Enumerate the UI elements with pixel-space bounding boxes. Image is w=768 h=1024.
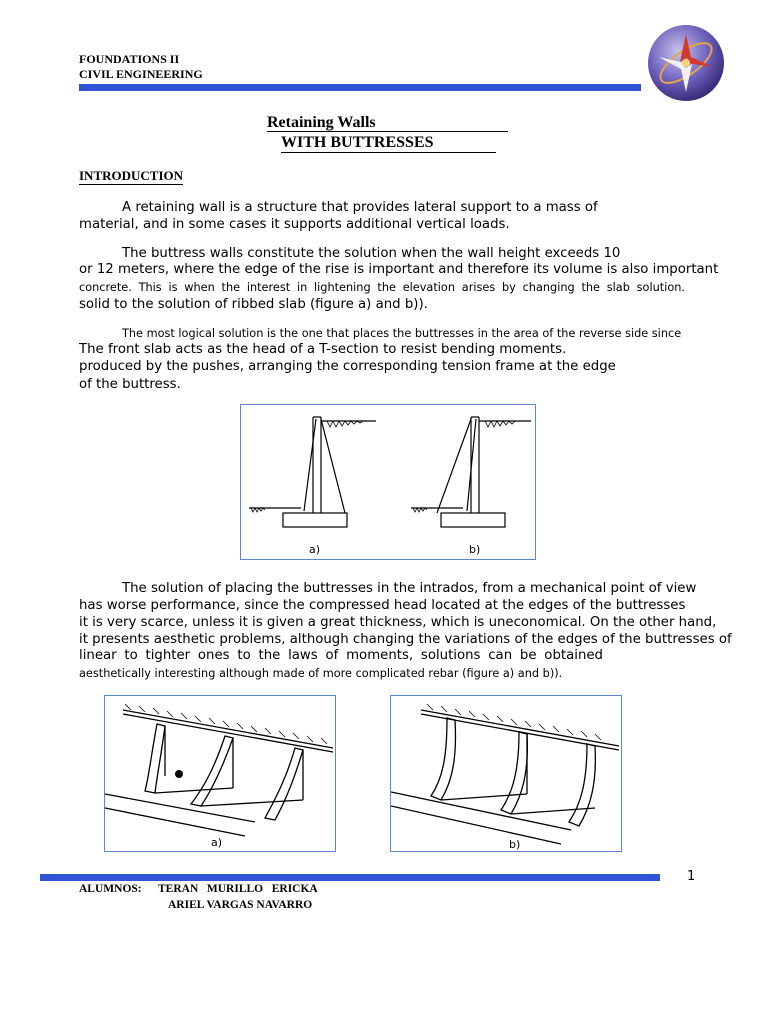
p2-line-3: concrete. This is when the interest in lightening the elevation arises by changing the slab solution. (79, 281, 685, 294)
figure2-label-b: b) (509, 838, 521, 851)
figure-buttress-perspective-b (390, 695, 622, 852)
student-name-2: ARIEL VARGAS NAVARRO (168, 899, 313, 911)
p4-line-1: The solution of placing the buttresses in the intrados, from a mechanical point of view (122, 581, 697, 596)
department-name: CIVIL ENGINEERING (79, 67, 203, 81)
wall-section-b (411, 417, 531, 527)
header-rule (79, 84, 641, 91)
wall-section-a (249, 417, 376, 527)
title-underline-2 (281, 152, 496, 153)
figure-wall-sections (240, 404, 536, 560)
p2-line-4: solid to the solution of ribbed slab (figure a) and b)). (79, 297, 428, 312)
p4-line-5: linear to tighter ones to the laws of moments, solutions can be obtained (79, 648, 603, 663)
figure1-label-a: a) (309, 543, 321, 556)
p2-line-1: The buttress walls constitute the solution when the wall height exceeds 10 (122, 246, 621, 261)
p4-line-2: has worse performance, since the compressed head located at the edges of the buttresses (79, 598, 686, 613)
p3-line-3: produced by the pushes, arranging the corresponding tension frame at the edge (79, 359, 616, 374)
p3-line-4: of the buttress. (79, 377, 181, 392)
p1-line-2: material, and in some cases it supports additional vertical loads. (79, 217, 510, 232)
figure2-label-a: a) (211, 836, 223, 849)
university-seal-logo (645, 22, 727, 104)
p2-line-2: or 12 meters, where the edge of the rise is important and therefore its volume is also important (79, 262, 719, 277)
section-heading: INTRODUCTION (79, 168, 184, 183)
title-line-1: Retaining Walls (267, 114, 376, 131)
p4-line-6: aesthetically interesting although made of more complicated rebar (figure a) and b)). (79, 667, 563, 680)
title-line-2: WITH BUTTRESSES (281, 134, 434, 151)
course-name: FOUNDATIONS II (79, 52, 180, 66)
title-underline-1 (267, 131, 508, 132)
page-number: 1 (687, 869, 696, 884)
students-label: ALUMNOS: (79, 883, 142, 895)
p3-line-2: The front slab acts as the head of a T-section to resist bending moments. (79, 342, 567, 357)
p3-line-1: The most logical solution is the one that places the buttresses in the area of the reverse side since (122, 327, 682, 340)
p1-line-1: A retaining wall is a structure that provides lateral support to a mass of (122, 200, 598, 215)
figure1-label-b: b) (469, 543, 481, 556)
p4-line-3: it is very scarce, unless it is given a great thickness, which is uneconomical. On the other hand, (79, 615, 717, 630)
student-name-1: TERAN MURILLO ERICKA (158, 883, 318, 895)
p4-line-4: it presents aesthetic problems, although changing the variations of the edges of the buttresses of (79, 632, 732, 647)
footer-rule (40, 874, 660, 881)
figure-buttress-perspective-a (104, 695, 336, 852)
